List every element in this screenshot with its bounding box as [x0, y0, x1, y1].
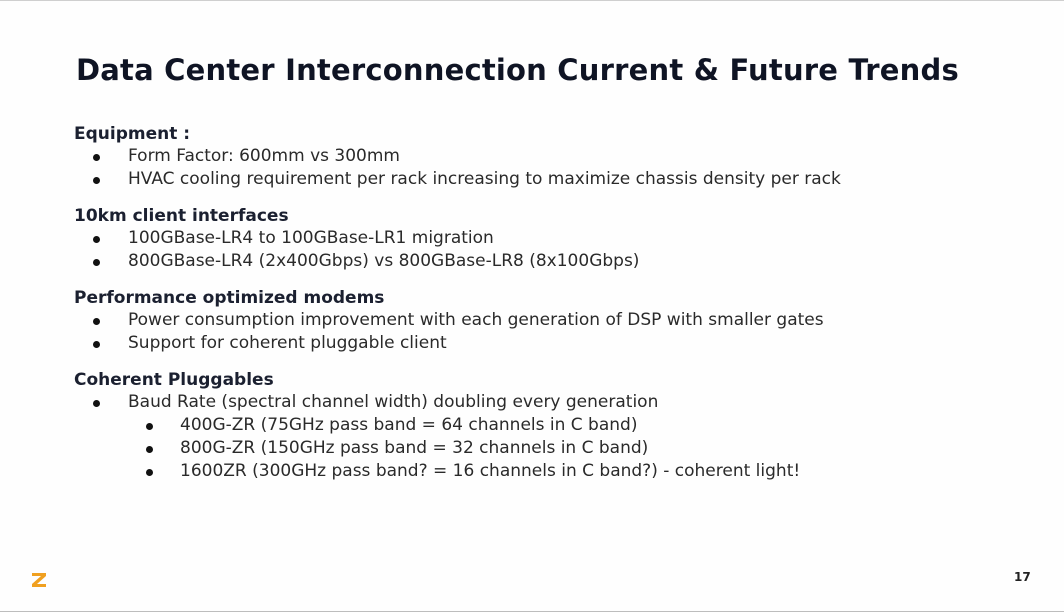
- bullet-list: [74, 145, 1034, 191]
- bullet-list: [74, 391, 1034, 483]
- bullet-item: 800GBase-LR4 (2x400Gbps) vs 800GBase-LR8 (8x100Gbps): [74, 250, 1034, 273]
- bullet-list: [74, 227, 1034, 273]
- section-heading: Performance optimized modems: [74, 288, 385, 308]
- bullet-item: Support for coherent pluggable client: [74, 332, 1034, 355]
- z-logo-icon: [30, 571, 48, 589]
- bullet-list: [74, 309, 1034, 355]
- sub-bullet-item: 400G-ZR (75GHz pass band = 64 channels in C band): [74, 414, 1034, 437]
- section-coherent-pluggables: [74, 369, 1034, 483]
- section-heading: 10km client interfaces: [74, 206, 289, 226]
- section-heading: Equipment :: [74, 124, 191, 144]
- section-client-interfaces: [74, 205, 1034, 273]
- bullet-item: Baud Rate (spectral channel width) doubling every generation: [74, 391, 1034, 414]
- bullet-item: Form Factor: 600mm vs 300mm: [74, 145, 1034, 168]
- section-performance-modems: [74, 287, 1034, 355]
- section-equipment: [74, 123, 1034, 191]
- bullet-item: Power consumption improvement with each generation of DSP with smaller gates: [74, 309, 1034, 332]
- bullet-item: HVAC cooling requirement per rack increasing to maximize chassis density per rack: [74, 168, 1034, 191]
- section-heading: Coherent Pluggables: [74, 370, 274, 390]
- slide-content: [74, 123, 1034, 497]
- slide-title: Data Center Interconnection Current & Future Trends: [76, 53, 959, 87]
- sub-bullet-item: 800G-ZR (150GHz pass band = 32 channels in C band): [74, 437, 1034, 460]
- bullet-item: 100GBase-LR4 to 100GBase-LR1 migration: [74, 227, 1034, 250]
- sub-bullet-item: 1600ZR (300GHz pass band? = 16 channels in C band?) - coherent light!: [74, 460, 1034, 483]
- page-number: 17: [1014, 570, 1031, 584]
